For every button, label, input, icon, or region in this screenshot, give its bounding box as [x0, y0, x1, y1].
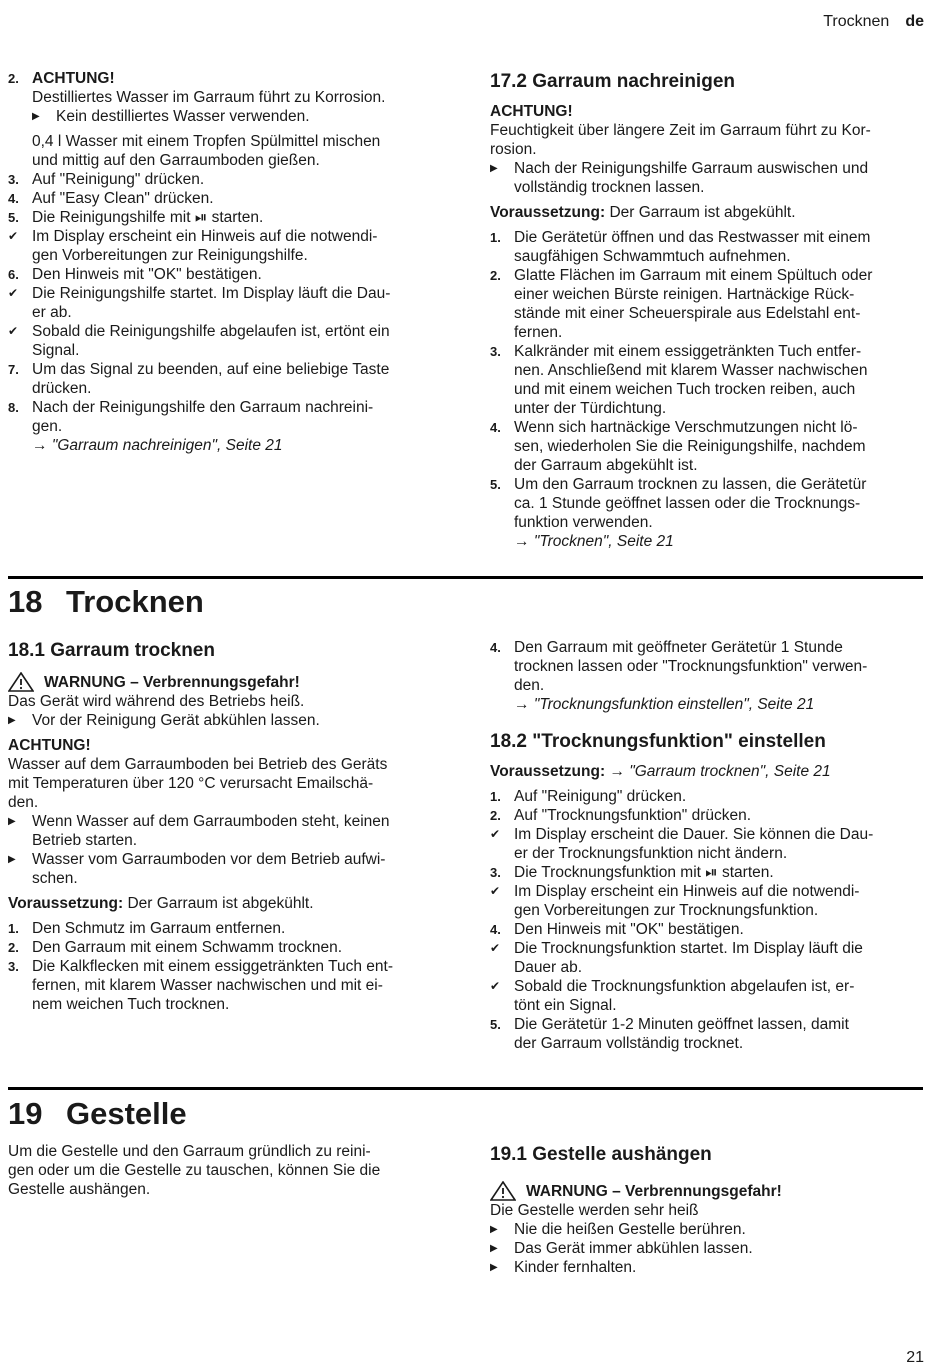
step-number: 6. — [8, 267, 19, 282]
step-text: Den Garraum mit einem Schwamm trocknen. — [32, 939, 343, 956]
step-number: 2. — [8, 940, 19, 955]
running-header — [823, 12, 924, 31]
step-text: Die Kalkflecken mit einem essiggetränkten Tuch ent- fernen, mit klarem Wasser nachwischen und mit ei- nem weichen Tuch trocknen. — [32, 958, 393, 1013]
result-text: Im Display erscheint die Dauer. Sie können die Dau- er der Trocknungsfunktion nicht ändern. — [514, 826, 874, 862]
step-number: 5. — [490, 477, 501, 492]
check-icon: ✔ — [8, 229, 19, 243]
step-text: und mittig auf den Garraumboden gießen. — [32, 152, 320, 169]
step-text: Den Hinweis mit "OK" bestätigen. — [32, 266, 262, 283]
step-text: Um den Garraum trocknen zu lassen, die Gerätetür ca. 1 Stunde geöffnet lassen oder die Trocknungs- funktion verwenden. — [514, 476, 867, 531]
step-text: Glatte Flächen im Garraum mit einem Spültuch oder einer weichen Bürste reinigen. Hartnäckige Rück- stände mit einer Scheuerspirale aus Edelstahl ent- fernen. — [514, 267, 873, 341]
warning-heading — [490, 1181, 930, 1201]
s18-1-column — [8, 639, 448, 1014]
chapter-rule — [8, 1087, 923, 1090]
result-text: Sobald die Trocknungsfunktion abgelaufen ist, er- tönt ein Signal. — [514, 978, 855, 1014]
step-number: 3. — [490, 344, 501, 359]
achtung-text: Feuchtigkeit über längere Zeit im Garraum führt zu Kor- rosion. — [490, 122, 871, 158]
step-number: 2. — [490, 268, 501, 283]
link-text: "Trocknungsfunktion einstellen", Seite 21 — [533, 696, 815, 713]
bullet-text: Wasser vom Garraumboden vor dem Betrieb aufwi- schen. — [32, 851, 386, 887]
step-text: Wenn sich hartnäckige Verschmutzungen nicht lö- sen, wiederholen Sie die Reinigungshilfe, nachdem der Garraum abgekühlt ist. — [514, 419, 866, 474]
step-number: 5. — [490, 1017, 501, 1032]
step-number: 4. — [490, 922, 501, 937]
step-text: starten. — [211, 209, 264, 226]
check-icon: ✔ — [490, 827, 501, 841]
triangle-bullet-icon: ▶ — [8, 715, 16, 726]
bullet-text: Vor der Reinigung Gerät abkühlen lassen. — [32, 712, 320, 729]
bullet-text: Wenn Wasser auf dem Garraumboden steht, keinen Betrieb starten. — [32, 813, 390, 849]
step-text: Den Garraum mit geöffneter Gerätetür 1 Stunde trocknen lassen oder "Trocknungsfunktion" verwen- den. — [514, 639, 868, 694]
step-text: Um das Signal zu beenden, auf eine beliebige Taste — [32, 361, 390, 378]
step-text: Den Schmutz im Garraum entfernen. — [32, 920, 286, 937]
bullet-text: Nie die heißen Gestelle berühren. — [514, 1221, 746, 1238]
link-text: "Garraum nachreinigen", Seite 21 — [51, 437, 283, 454]
warning-text: Das Gerät wird während des Betriebs heiß. — [8, 693, 305, 710]
prerequisite-text: Der Garraum ist abgekühlt. — [127, 895, 314, 912]
triangle-bullet-icon: ▶ — [8, 854, 16, 865]
step-number: 1. — [490, 789, 501, 804]
triangle-bullet-icon: ▶ — [490, 163, 498, 174]
check-icon: ✔ — [490, 941, 501, 955]
step-text: Die Trocknungsfunktion mit — [514, 864, 701, 881]
intro-text: Um die Gestelle und den Garraum gründlich zu reini- gen oder um die Gestelle zu tauschen, können Sie die Gestelle aushängen. — [8, 1143, 381, 1198]
step-number: 5. — [8, 210, 19, 225]
check-icon: ✔ — [8, 286, 19, 300]
bullet-text: Das Gerät immer abkühlen lassen. — [514, 1240, 753, 1257]
bullet-text: Kein destilliertes Wasser verwenden. — [56, 108, 310, 125]
step-text: Nach der Reinigungshilfe den Garraum nachreini- — [32, 399, 374, 416]
check-icon: ✔ — [490, 884, 501, 898]
triangle-bullet-icon: ▶ — [490, 1224, 498, 1235]
header-lang: de — [905, 13, 924, 30]
step-number: 8. — [8, 400, 19, 415]
cross-reference-link[interactable] — [609, 763, 830, 780]
triangle-bullet-icon: ▶ — [8, 816, 16, 827]
step-text: Auf "Reinigung" drücken. — [32, 171, 205, 188]
result-text: Die Trocknungsfunktion startet. Im Display läuft die Dauer ab. — [514, 940, 863, 976]
warning-label: WARNUNG – Verbrennungsgefahr! — [44, 673, 300, 691]
bullet-text: vollständig trocknen lassen. — [514, 179, 705, 196]
result-text: er ab. — [32, 304, 72, 321]
link-text: "Garraum trocknen", Seite 21 — [629, 763, 831, 780]
step-text: Den Hinweis mit "OK" bestätigen. — [514, 921, 744, 938]
arrow-icon: → — [32, 437, 48, 454]
step-number: 2. — [490, 808, 501, 823]
s17-2-column — [490, 70, 930, 551]
step-number: 4. — [490, 640, 501, 655]
triangle-bullet-icon: ▶ — [32, 111, 40, 122]
result-text: Im Display erscheint ein Hinweis auf die notwendi- gen Vorbereitungen zur Trocknungsfunktion. — [514, 883, 860, 919]
play-pause-icon: ⏯ — [705, 864, 718, 881]
step-text: starten. — [721, 864, 774, 881]
step-text: Auf "Reinigung" drücken. — [514, 788, 687, 805]
section-heading: 18.1 Garraum trocknen — [8, 640, 215, 661]
cross-reference-link[interactable] — [490, 532, 930, 551]
check-icon: ✔ — [8, 324, 19, 338]
achtung-label: ACHTUNG! — [490, 103, 573, 120]
step-text: Die Reinigungshilfe mit — [32, 209, 191, 226]
step-text: 0,4 l Wasser mit einem Tropfen Spülmittel mischen — [32, 133, 381, 150]
step-number: 4. — [490, 420, 501, 435]
step-number: 3. — [8, 959, 19, 974]
s19-intro — [8, 1142, 448, 1199]
section-heading: 17.2 Garraum nachreinigen — [490, 71, 735, 92]
arrow-icon: → — [514, 533, 530, 550]
step-number: 1. — [490, 230, 501, 245]
cross-reference-link[interactable] — [490, 695, 930, 714]
achtung-text: Wasser auf dem Garraumboden bei Betrieb des Geräts mit Temperaturen über 120 °C verursacht Emailschä- den. — [8, 756, 388, 811]
chapter-heading: 18 Trocknen — [8, 584, 204, 619]
cross-reference-link[interactable] — [8, 436, 448, 455]
step-text: Kalkränder mit einem essiggetränkten Tuch entfer- nen. Anschließend mit klarem Wasser nachwischen und mit einem weichen Tuch trocken reiben, auch unter der Türdichtung. — [514, 343, 868, 417]
result-text: Im Display erscheint ein Hinweis auf die notwendi- — [32, 228, 378, 245]
prerequisite-label: Voraussetzung: — [490, 204, 606, 221]
arrow-icon: → — [609, 763, 625, 780]
step-text: Auf "Trocknungsfunktion" drücken. — [514, 807, 752, 824]
link-text: "Trocknen", Seite 21 — [533, 533, 674, 550]
step-text: drücken. — [32, 380, 92, 397]
step-text: gen. — [32, 418, 63, 435]
result-text: gen Vorbereitungen zur Reinigungshilfe. — [32, 247, 308, 264]
warning-heading — [8, 672, 448, 692]
step-number: 3. — [8, 172, 19, 187]
achtung-label: ACHTUNG! — [32, 70, 115, 87]
step-text: Auf "Easy Clean" drücken. — [32, 190, 214, 207]
warning-label: WARNUNG – Verbrennungsgefahr! — [526, 1182, 782, 1200]
step-number: 2. — [8, 71, 19, 86]
warning-text: Die Gestelle werden sehr heiß — [490, 1202, 699, 1219]
step-text: Die Gerätetür 1-2 Minuten geöffnet lassen, damit der Garraum vollständig trocknet. — [514, 1016, 849, 1052]
s19-1-column — [490, 1143, 930, 1277]
chapter-rule — [8, 576, 923, 579]
play-pause-icon: ⏯ — [194, 209, 208, 226]
arrow-icon: → — [514, 696, 530, 713]
step-number: 7. — [8, 362, 19, 377]
prerequisite-label: Voraussetzung: — [8, 895, 124, 912]
achtung-label: ACHTUNG! — [8, 737, 91, 754]
prerequisite-label: Voraussetzung: — [490, 763, 606, 780]
chapter-heading: 19 Gestelle — [8, 1096, 187, 1131]
result-text: Signal. — [32, 342, 80, 359]
s18-right-column — [490, 638, 930, 1053]
page-number: 21 — [906, 1349, 924, 1366]
header-title: Trocknen — [823, 13, 890, 30]
achtung-text: Destilliertes Wasser im Garraum führt zu Korrosion. — [32, 89, 386, 106]
result-text: Die Reinigungshilfe startet. Im Display läuft die Dau- — [32, 285, 391, 302]
triangle-bullet-icon: ▶ — [490, 1243, 498, 1254]
step-text: Die Gerätetür öffnen und das Restwasser mit einem saugfähigen Schwammtuch aufnehmen. — [514, 229, 871, 265]
step-number: 3. — [490, 865, 501, 880]
s17-left-column — [8, 69, 448, 455]
warning-icon — [490, 1181, 516, 1201]
section-heading: 19.1 Gestelle aushängen — [490, 1144, 712, 1165]
result-text: Sobald die Reinigungshilfe abgelaufen ist, ertönt ein — [32, 323, 390, 340]
step-number: 4. — [8, 191, 19, 206]
check-icon: ✔ — [490, 979, 501, 993]
bullet-text: Kinder fernhalten. — [514, 1259, 637, 1276]
step-number: 1. — [8, 921, 19, 936]
triangle-bullet-icon: ▶ — [490, 1262, 498, 1273]
warning-icon — [8, 672, 34, 692]
section-heading: 18.2 "Trocknungsfunktion" einstellen — [490, 731, 826, 752]
prerequisite-text: Der Garraum ist abgekühlt. — [609, 204, 796, 221]
bullet-text: Nach der Reinigungshilfe Garraum auswischen und — [514, 160, 869, 177]
